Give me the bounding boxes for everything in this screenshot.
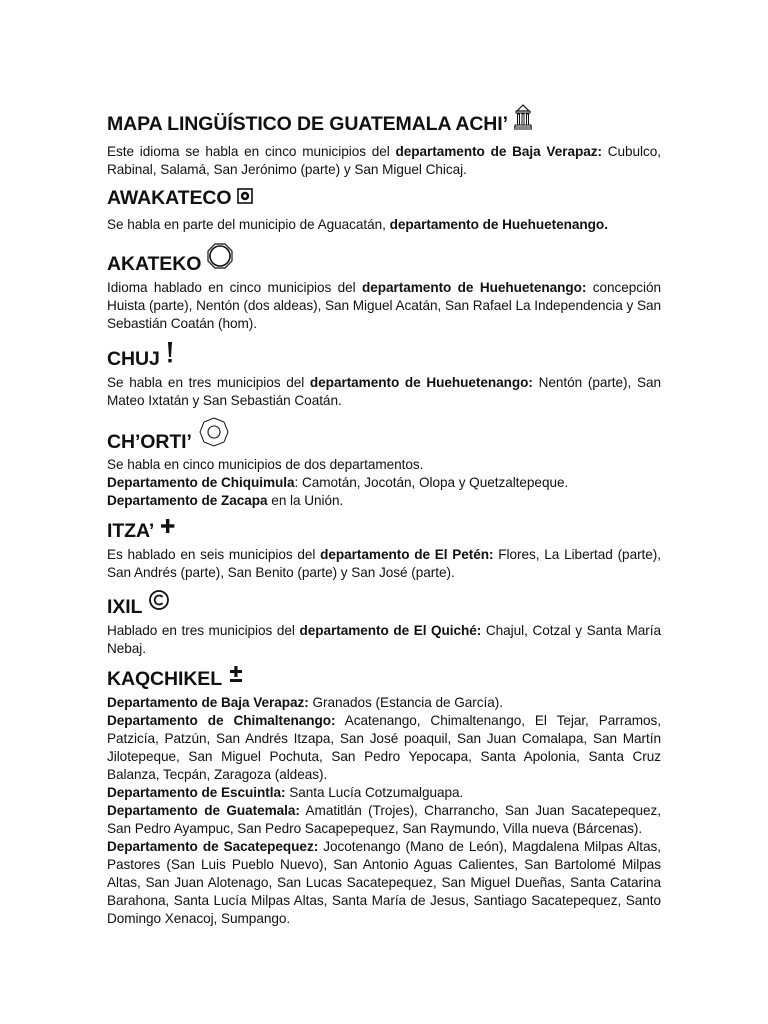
section-heading-chuj: CHUJ xyxy=(107,341,661,371)
section-heading-akateko: AKATEKO xyxy=(107,242,661,276)
ixil-paragraph: Hablado en tres municipios del departamento de El Quiché: Chajul, Cotzal y Santa María Nebaj. xyxy=(107,623,661,656)
achi-paragraph: Este idioma se habla en cinco municipios del departamento de Baja Verapaz: Cubulco, Rabinal, Salamá, San Jerónimo (parte) y San Miguel Chicaj. xyxy=(107,144,661,177)
kaqchikel-sacatepequez: Departamento de Sacatepequez: Jocotenango (Mano de León), Magdalena Milpas Altas, Pastores (San Luis Pueblo Nuevo), San Antonio Aguas Calientes, San Bartolomé Milpas Altas, San Juan Alotenago, San Lucas Sacatepequez, San Miguel Dueñas, Santa Catarina Barahona, Santa Lucía Milpas Altas, Santa María de Jesus, Santiago Sacatepequez, Santo Domingo Xenacoj, Sumpango. xyxy=(107,839,661,926)
chorti-paragraph-1: Se habla en cinco municipios de dos departamentos. xyxy=(107,457,424,472)
octagon-circle-icon xyxy=(198,416,230,454)
section-heading-ixil: IXIL xyxy=(107,589,661,619)
copyright-icon xyxy=(148,589,170,619)
temple-icon xyxy=(514,104,532,136)
itza-paragraph: Es hablado en seis municipios del departamento de El Petén: Flores, La Libertad (parte), San Andrés (parte), San Benito (parte) y San José (parte). xyxy=(107,547,661,580)
hexagon-circle-icon xyxy=(207,242,233,276)
kaqchikel-baja-verapaz: Departamento de Baja Verapaz: Granados (Estancia de García). xyxy=(107,695,503,710)
page-title xyxy=(107,104,661,136)
title-text: MAPA LINGÜÍSTICO DE GUATEMALA ACHI’ xyxy=(107,113,508,135)
section-heading-chorti: CH’ORTI’ xyxy=(107,416,661,454)
section-heading-kaqchikel: KAQCHIKEL xyxy=(107,665,661,691)
plus-icon xyxy=(160,517,176,543)
awakateco-paragraph: Se habla en parte del municipio de Aguacatán, departamento de Huehuetenango. xyxy=(107,217,608,232)
document-content xyxy=(107,96,661,928)
exclamation-icon xyxy=(166,341,174,371)
kaqchikel-chimaltenango: Departamento de Chimaltenango: Acatenango, Chimaltenango, El Tejar, Parramos, Patzicía, Patzún, San Andrés Itzapa, San José poaquil, San Juan Comalapa, San Martín Jilotepeque, San Miguel Pochuta, San Pedro Yepocapa, Santa Apolonia, Santa Cruz Balanza, Tecpán, Zaragoza (aldeas). xyxy=(107,713,661,782)
section-heading-awakateco: AWAKATECO xyxy=(107,186,661,210)
chuj-paragraph: Se habla en tres municipios del departamento de Huehuetenango: Nentón (parte), San Mateo Ixtatán y San Sebastián Coatán. xyxy=(107,375,661,408)
plus-minus-icon xyxy=(228,665,244,691)
kaqchikel-escuintla: Departamento de Escuintla: Santa Lucía Cotzumalguapa. xyxy=(107,785,464,800)
section-heading-itza: ITZA’ xyxy=(107,517,661,543)
chorti-paragraph-2: Departamento de Chiquimula: Camotán, Jocotán, Olopa y Quetzaltepeque. xyxy=(107,475,569,490)
akateko-paragraph: Idioma hablado en cinco municipios del departamento de Huehuetenango: concepción Huista (parte), Nentón (dos aldeas), San Miguel Acatán, San Rafael La Independencia y San Sebastián Coatán (hom). xyxy=(107,280,662,331)
chorti-paragraph-3: Departamento de Zacapa en la Unión. xyxy=(107,493,344,508)
square-target-icon xyxy=(237,186,253,210)
kaqchikel-guatemala: Departamento de Guatemala: Amatitlán (Trojes), Charrancho, San Juan Sacatepequez, San Pedro Ayampuc, San Pedro Sacapepequez, San Raymundo, Villa nueva (Bárcenas). xyxy=(107,803,661,836)
